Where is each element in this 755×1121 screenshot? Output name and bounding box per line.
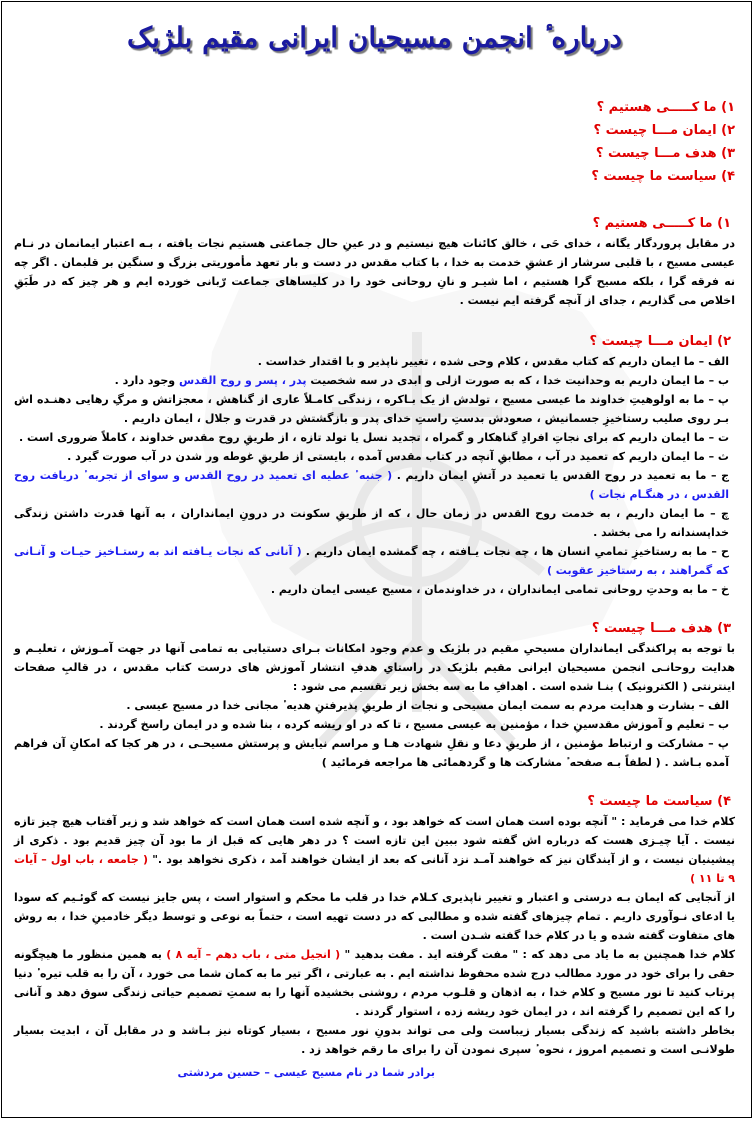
- section-who-we-are: [14, 214, 735, 310]
- paragraph: در مقابل پروردگار یگانه ، خدای حَی ، خالق کائنات هیچ نیستیم و در عینِ حال جماعتی هستیم نجات یافته ، بـه اعتبار ایمانمان در نـام عیسی مسیح ، با قلبی سرشار از عشقِ خدمت به خدا ، با کتاب مقدس در دست و بار تعهد مأموریتی بزرگ و سنگین بر قلبمان . اگر چه نه فرقه گرا ، بلکه مسیح گرا هستیم ، اما شیـر و نانِ روحانی خود را در کلیساهای جماعت رّبانی خورده ایم و هر چیز که در طَبَقِ اخلاص می گذاریم ، جدای از آنچه گرفته ایم نیست .: [14, 237, 735, 307]
- goal-item: ب – تعلیم و آموزش مقدسینِ خدا ، مؤمنین به عیسی مسیح ، تا که در او ریشه کرده ، بنا شده و در ایمان راسخ گردند .: [99, 718, 729, 731]
- text-run: ح – ما به رستاخیزِ تمامیِ انسان ها ، چه نجات یـافته ، چه گمشده ایمان داریم .: [305, 545, 729, 558]
- toc-link-who-we-are[interactable]: ۱) ما کـــــی هستیم ؟: [596, 100, 735, 115]
- paragraph: [14, 812, 735, 888]
- highlight-text: ( آنانی که نجات یـافته اند به رستـاخیز حیـات و آنـانی که گمراهند ، به رستاخیز عقوبت ): [14, 545, 729, 577]
- scripture-reference: ( انجیل متی ، باب دهم – آیه ۸ ): [166, 948, 341, 961]
- paragraph: بخاطر داشته باشید که زندگی بسیار زیباست ولی می تواند بدونِ نور مسیح ، بسیار کوتاه نیز بـاشد و در مقابل آن ، ابدیت بسیار طولانـی است و تصمیم امروز ، نحوه ٔ سپری نمودن آن را برای ما رقم خواهد زد .: [14, 1024, 735, 1056]
- faith-item: [14, 542, 735, 580]
- text-run: ب – ما ایمان داریم به وحدانیت خدا ، که به صورت ازلی و ابدی در سه شخصیت: [310, 374, 729, 387]
- faith-item: چ – ما ایمان داریم ، به خدمت روح القدس در زمان حال ، که از طریقِ سکونت در درونِ ایمانداران ، به آنها قدرت داشتن زندگی خداپسندانه را می بخشد .: [14, 507, 729, 539]
- text-run: ج – ما به تعمید در روح القدس یا تعمید در آتشِ ایمان داریم .: [396, 469, 729, 482]
- faith-item: پ – ما به اولوهیتِ خداوند ما عیسی مسیح ، تولدش از یک بـاکره ، زندگی کامـلاً عاری از گناهش ، معجزاتش و مرگِ رهایی دهنـده اش بـر روی صلیب رستاخیزِ جسمانیش ، صعودش بدستِ راستِ خدای پدر و بازگشتش در قدرت و جلال ، ایمان داریم .: [14, 393, 729, 425]
- section-our-goal: [14, 619, 735, 772]
- section-our-faith: [14, 332, 735, 599]
- scripture-reference: ( جامعه ، باب اول – آیات ۹ تا ۱۱ ): [14, 853, 735, 885]
- section-heading: ۱) ما کـــــی هستیم ؟: [592, 216, 731, 231]
- toc-link-our-goal[interactable]: ۳) هدف مـــا چیست ؟: [595, 146, 735, 161]
- section-heading: ۲) ایمان مـــا چیست ؟: [589, 334, 731, 349]
- table-of-contents: [14, 96, 735, 188]
- section-our-policy: [14, 792, 735, 1082]
- faith-item: ث – ما ایمان داریم که تعمید در آب ، مطابقِ آنچه در کتاب مقدس آمده ، بایستی از طریقِ غوطه ور شدن در آب صورت گیرد .: [67, 450, 729, 463]
- text-run: کلام خدا می فرماید : " آنچه بوده است همان است که خواهد بود ، و آنچه شده است همان است که خواهد شد و زیر آفتاب هیچ چیز تازه نیست . آیا چیـزی هست که درباره اش گفته شود ببین این تازه است ؟ در دهر هایی که قبل از ما بود آن چیز قدیم بود . ذکری از پیشینیان نیست ، و از آیندگان نیز که خواهند آمـد نزد آنانی که بعد از ایشان خواهند آمد ، ذکری نخواهد بود .": [14, 815, 736, 866]
- paragraph: از آنجایی که ایمان بـه درستی و اعتبار و تغییر ناپذیری کـلام خدا در قلب ما محکم و استوار است ، پس جایز نیست که گوئـیم که سودا یا ادعای نـوآوری داریم . تمام چیزهای گفته شده و مطالبی که در دست تهیه است ، حتماً به نوعی و توسط دیگر خادمینِ خدا ، به روش های متفاوت گفته شده و یا در کلام خدا گفته شـدن است .: [14, 891, 735, 942]
- signature: برادر شما در نام مسیح عیسی – حسین مردشتی: [177, 1066, 435, 1079]
- section-heading: ۳) هدف مـــا چیست ؟: [591, 621, 731, 636]
- faith-item: [14, 371, 735, 390]
- page-title: درباره ٔ انجمن مسیحیان ایرانی مقیم بلژیک: [127, 21, 622, 54]
- text-run: وجود دارد .: [114, 374, 176, 387]
- goal-item: الف – بشارت و هدایت مردم به سمت ایمان مسیحی و نجات از طریقِ پذیرفتنِ هدیه ٔ مجانی خدا در مسیح عیسی .: [126, 699, 729, 712]
- section-heading: ۴) سیاست ما چیست ؟: [587, 794, 731, 809]
- paragraph: با توجه به پراکندگی ایمانداران مسیحیِ مقیم در بلژیک و عدم وجود امکانات بـرای دستیابی به تمامی آنها در جهت آمـوزش ، تعلیـم و هدایت روحانـی انجمن مسیحیان ایرانی مقیم بلژیک در راستایِ هدفِ انتشار آموزش های درست کتاب مقدس ، در قالبِ صفحات اینترنتی ( الکترونیک ) بنـا شده است . اهدافِ ما به سه بخش زیر تقسیم می شود :: [14, 642, 735, 693]
- text-run: به همین منظور ما هیچگونه حقی را برای خود در مورد مطالب درج شده محفوظ نداشته ایم . به عبارتی ، اگر تیر ما به کمان شما می خورد ، آن را به قلب تیره ٔ دنیا پرتاب کنید تا نور مسیح و کلام خدا ، به اذهان و قلـوب مردم ، روشنی بخشیده آنها را به سمتِ تصمیم حیاتی زندگی سوق دهد و آنانی را که این تصمیم را گرفته اند ، در ایمان خود ریشه زده ، استوار گردند .: [14, 948, 735, 1018]
- faith-item: ت – ما ایمان داریم که برای نجاتِ افرادِ گناهکار و گمراه ، تجدید نسل یا تولد تازه ، از طریقِ روح مقدس خداوند ، کاملاً ضروری است .: [19, 431, 729, 444]
- highlight-text: پدر ، پسر و روح القدس: [178, 374, 307, 387]
- page-frame: [1, 1, 752, 1118]
- faith-item: الف – ما ایمان داریم که کتاب مقدس ، کلام وحی شده ، تغییر ناپذیر و با اقتدار خداست .: [257, 355, 729, 368]
- text-run: کلام خدا همچنین به ما یاد می دهد که : " مفت گرفته اید . مفت بدهید ": [344, 948, 735, 961]
- toc-link-our-faith[interactable]: ۲) ایمان مـــا چیست ؟: [593, 123, 735, 138]
- faith-item: خ – ما به وحدتِ روحانی تمامی ایمانداران ، در خداوندمان ، مسیح عیسی ایمان داریم .: [270, 583, 729, 596]
- paragraph: [14, 945, 735, 1021]
- document-body: [2, 2, 751, 1082]
- toc-link-our-policy[interactable]: ۴) سیاست ما چیست ؟: [591, 169, 735, 184]
- highlight-text: ( جنبه ٔ عطیه ای تعمید در روح القدس و سوای از تجربه ٔ دریافت روح القدس ، در هنگـام نجات ): [14, 469, 729, 501]
- faith-item: [14, 466, 735, 504]
- goal-item: پ – مشارکت و ارتباط مؤمنین ، از طریقِ دعا و نقلِ شهادت هـا و مراسم نیایش و پرستش مسیحـی ، در هر کجا که امکانِ آن فراهم آمده بـاشد . ( لطفاً بـه صفحه ٔ مشارکت ها و گردهمائی ها مراجعه فرمائید ): [14, 737, 729, 769]
